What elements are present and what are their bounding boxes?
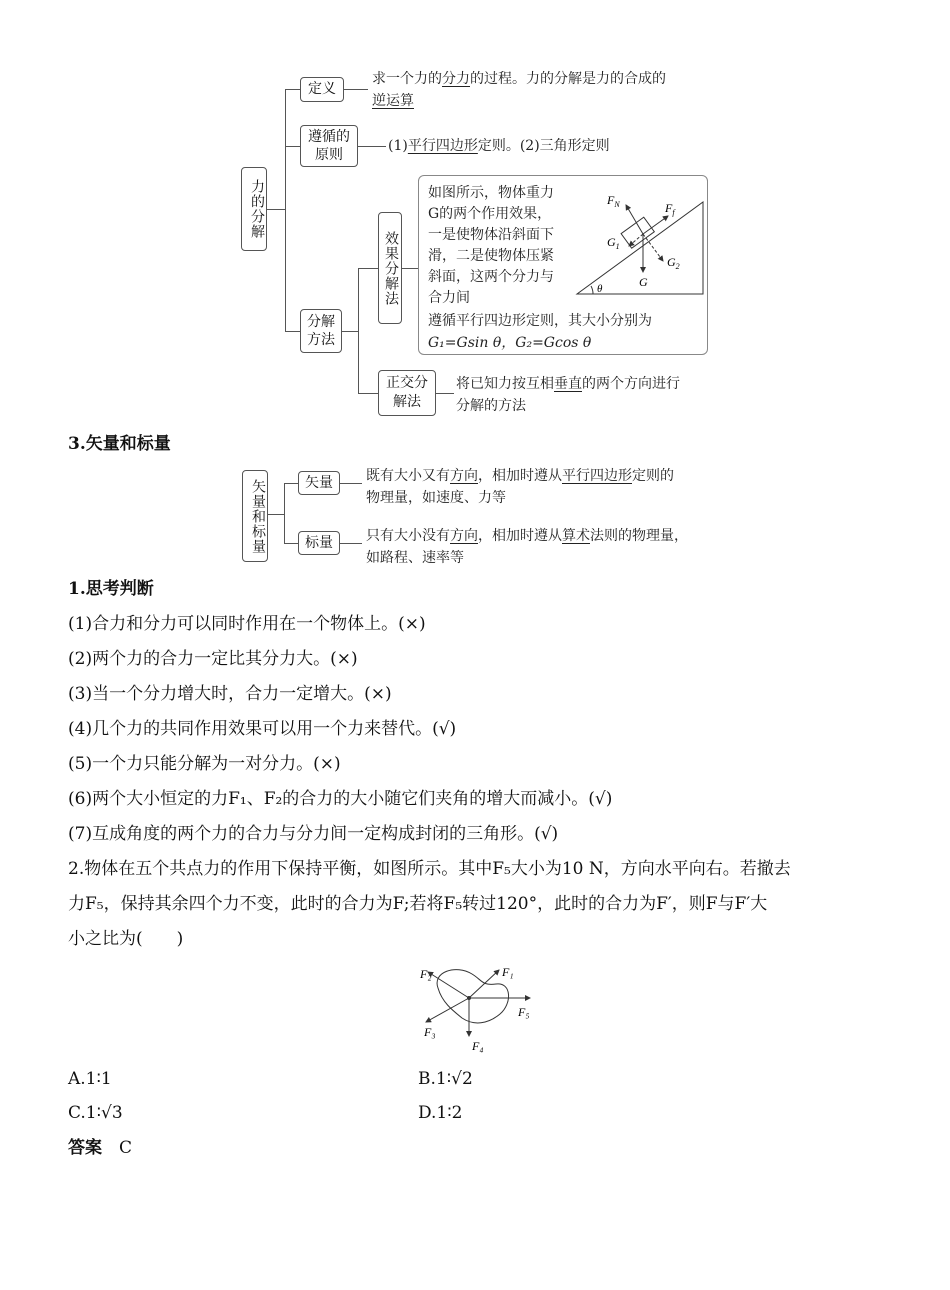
judge-item-2: (2)两个力的合力一定比其分力大。(×) — [68, 649, 358, 669]
effect-text: 如图所示，物体重力G的两个作用效果，一是使物体沿斜面下滑，二是使物体压紧斜面，这两个分力与合力间 — [428, 185, 554, 306]
theta-label: θ — [597, 283, 603, 295]
scalar-label: 标量 — [298, 531, 340, 555]
vector-text: 既有大小又有方向，相加时遵从平行四边形定则的 物理量，如速度、力等 — [366, 468, 674, 506]
answer-line — [68, 1136, 132, 1160]
definition-label: 定义 — [300, 77, 344, 102]
answer-label: 答案 — [68, 1138, 102, 1158]
vector-label: 矢量 — [298, 471, 340, 495]
effect-text-2: 遵循平行四边形定则，其大小分别为 — [428, 313, 652, 329]
section-3-heading: 3.矢量和标量 — [68, 434, 171, 454]
rule-text: (1)平行四边形定则。(2)三角形定则 — [388, 138, 610, 154]
mindmap-root: 力的分解 — [241, 167, 267, 251]
judge-item-4: (4)几个力的共同作用效果可以用一个力来替代。(√) — [68, 719, 457, 739]
incline-figure — [569, 182, 709, 302]
question-line-2: 力F₅，保持其余四个力不变，此时的合力为F;若将F₅转过120°，此时的合力为F′，则F与F′大 — [68, 894, 768, 914]
judge-item-6: (6)两个大小恒定的力F₁、F₂的合力的大小随它们夹角的增大而减小。(√) — [68, 789, 613, 809]
judge-item-7: (7)互成角度的两个力的合力与分力间一定构成封闭的三角形。(√) — [68, 824, 559, 844]
rule-label: 遵循的原则 — [300, 125, 358, 167]
orthogonal-text: 将已知力按互相垂直的两个方向进行 分解的方法 — [456, 376, 680, 414]
five-forces-figure — [412, 960, 542, 1056]
judge-item-1: (1)合力和分力可以同时作用在一个物体上。(×) — [68, 614, 426, 634]
block-shape — [621, 217, 654, 248]
option-d: D.1∶2 — [418, 1103, 463, 1123]
answer-value: C — [119, 1138, 133, 1158]
judge-item-5: (5)一个力只能分解为一对分力。(×) — [68, 754, 341, 774]
question-line-1: 2.物体在五个共点力的作用下保持平衡，如图所示。其中F₅大小为10 N，方向水平向右。若撤去 — [68, 859, 791, 879]
f3-label: F₃ — [424, 1025, 436, 1039]
judge-item-3: (3)当一个分力增大时，合力一定增大。(×) — [68, 684, 392, 704]
mindmap2-root: 矢量和标量 — [242, 470, 268, 562]
f4-label: F₄ — [472, 1039, 484, 1053]
g1-label: $G_1$ — [607, 235, 620, 251]
option-c: C.1∶√3 — [68, 1103, 123, 1123]
g-label: G — [639, 275, 648, 289]
object-blob — [437, 970, 508, 1023]
question-line-3: 小之比为( ) — [68, 929, 184, 949]
definition-text: 求一个力的分力的过程。力的分解是力的合成的 逆运算 — [372, 71, 666, 109]
method-label: 分解方法 — [300, 309, 342, 353]
f1-label: F₁ — [502, 965, 514, 979]
effect-formula: G₁=Gsin θ，G₂=Gcos θ — [428, 335, 592, 351]
option-a: A.1∶1 — [68, 1069, 112, 1089]
fn-label: $F_N$ — [607, 193, 620, 209]
f2-label: F₂ — [420, 967, 432, 981]
effect-method-panel — [418, 175, 708, 355]
option-b: B.1∶√2 — [418, 1069, 473, 1089]
f5-label: F₅ — [518, 1005, 530, 1019]
effect-method-label: 效果分解法 — [378, 212, 402, 324]
scalar-text: 只有大小没有方向，相加时遵从算术法则的物理量， 如路程、速率等 — [366, 528, 688, 566]
g2-label: $G_2$ — [667, 255, 680, 271]
orthogonal-method-label: 正交分解法 — [378, 370, 436, 416]
ff-label: $F_f$ — [665, 201, 675, 217]
judge-heading: 1.思考判断 — [68, 579, 154, 599]
